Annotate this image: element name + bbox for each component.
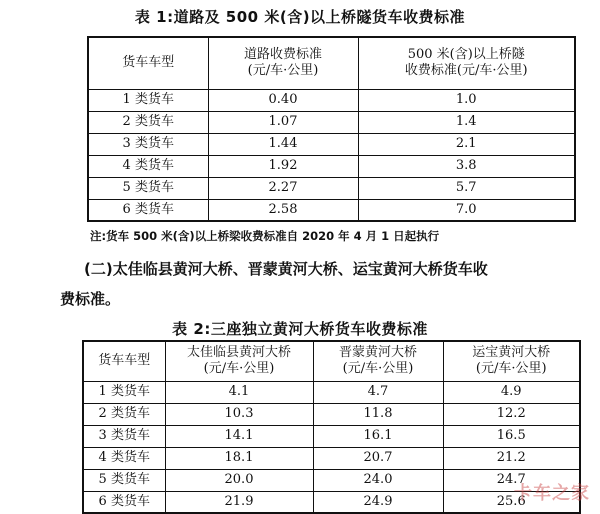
fee-cell: 24.7 [443, 469, 580, 491]
fee-cell: 1.92 [208, 155, 358, 177]
table-row [88, 133, 575, 155]
fee-cell: 20.7 [313, 447, 443, 469]
header-taijia-bridge: 太佳临县黄河大桥 (元/车·公里) [165, 341, 313, 381]
table-row [88, 199, 575, 221]
table-row [83, 381, 580, 403]
section-paragraph-line1: (二)太佳临县黄河大桥、晋蒙黄河大桥、运宝黄河大桥货车收 [84, 260, 488, 278]
table-row [83, 469, 580, 491]
vehicle-class-cell: 3 类货车 [88, 133, 208, 155]
table-row [88, 177, 575, 199]
table-row [88, 89, 575, 111]
fee-cell: 18.1 [165, 447, 313, 469]
fee-cell: 2.1 [358, 133, 575, 155]
header-road-fee: 道路收费标准 (元/车·公里) [208, 37, 358, 89]
fee-cell: 16.5 [443, 425, 580, 447]
table1-note: 注:货车 500 米(含)以上桥梁收费标准自 2020 年 4 月 1 日起执行 [90, 229, 440, 243]
table-row [88, 155, 575, 177]
header-vehicle-type: 货车车型 [88, 37, 208, 89]
fee-cell: 1.07 [208, 111, 358, 133]
vehicle-class-cell: 5 类货车 [88, 177, 208, 199]
fee-cell: 5.7 [358, 177, 575, 199]
table2-title: 表 2:三座独立黄河大桥货车收费标准 [172, 320, 428, 338]
fee-cell: 4.9 [443, 381, 580, 403]
fee-cell: 2.58 [208, 199, 358, 221]
table-row [83, 491, 580, 513]
table-row [83, 425, 580, 447]
section-paragraph-line2: 费标准。 [60, 290, 121, 308]
road-bridge-fee-table [87, 36, 576, 222]
vehicle-class-cell: 4 类货车 [88, 155, 208, 177]
fee-cell: 7.0 [358, 199, 575, 221]
vehicle-class-cell: 6 类货车 [88, 199, 208, 221]
fee-cell: 1.44 [208, 133, 358, 155]
fee-cell: 16.1 [313, 425, 443, 447]
watermark-logo: 卡车之家 [514, 483, 590, 504]
fee-cell: 4.1 [165, 381, 313, 403]
vehicle-class-cell: 5 类货车 [83, 469, 165, 491]
fee-cell: 2.27 [208, 177, 358, 199]
vehicle-class-cell: 6 类货车 [83, 491, 165, 513]
fee-cell: 24.9 [313, 491, 443, 513]
table-row [83, 403, 580, 425]
table-row [83, 447, 580, 469]
fee-cell: 25.6 [443, 491, 580, 513]
fee-cell: 1.0 [358, 89, 575, 111]
vehicle-class-cell: 4 类货车 [83, 447, 165, 469]
vehicle-class-cell: 1 类货车 [88, 89, 208, 111]
fee-cell: 14.1 [165, 425, 313, 447]
vehicle-class-cell: 1 类货车 [83, 381, 165, 403]
fee-cell: 11.8 [313, 403, 443, 425]
fee-cell: 12.2 [443, 403, 580, 425]
fee-cell: 10.3 [165, 403, 313, 425]
table-row [88, 111, 575, 133]
header-yunbao-bridge: 运宝黄河大桥 (元/车·公里) [443, 341, 580, 381]
fee-cell: 4.7 [313, 381, 443, 403]
vehicle-class-cell: 2 类货车 [88, 111, 208, 133]
fee-cell: 1.4 [358, 111, 575, 133]
header-bridge-fee: 500 米(含)以上桥隧 收费标准(元/车·公里) [358, 37, 575, 89]
vehicle-class-cell: 3 类货车 [83, 425, 165, 447]
table1-title: 表 1:道路及 500 米(含)以上桥隧货车收费标准 [134, 8, 466, 26]
header-jinmeng-bridge: 晋蒙黄河大桥 (元/车·公里) [313, 341, 443, 381]
vehicle-class-cell: 2 类货车 [83, 403, 165, 425]
header-vehicle-type: 货车车型 [83, 341, 165, 381]
yellow-river-bridge-fee-table [82, 340, 581, 514]
fee-cell: 0.40 [208, 89, 358, 111]
fee-cell: 21.9 [165, 491, 313, 513]
fee-cell: 21.2 [443, 447, 580, 469]
fee-cell: 3.8 [358, 155, 575, 177]
fee-cell: 24.0 [313, 469, 443, 491]
fee-cell: 20.0 [165, 469, 313, 491]
